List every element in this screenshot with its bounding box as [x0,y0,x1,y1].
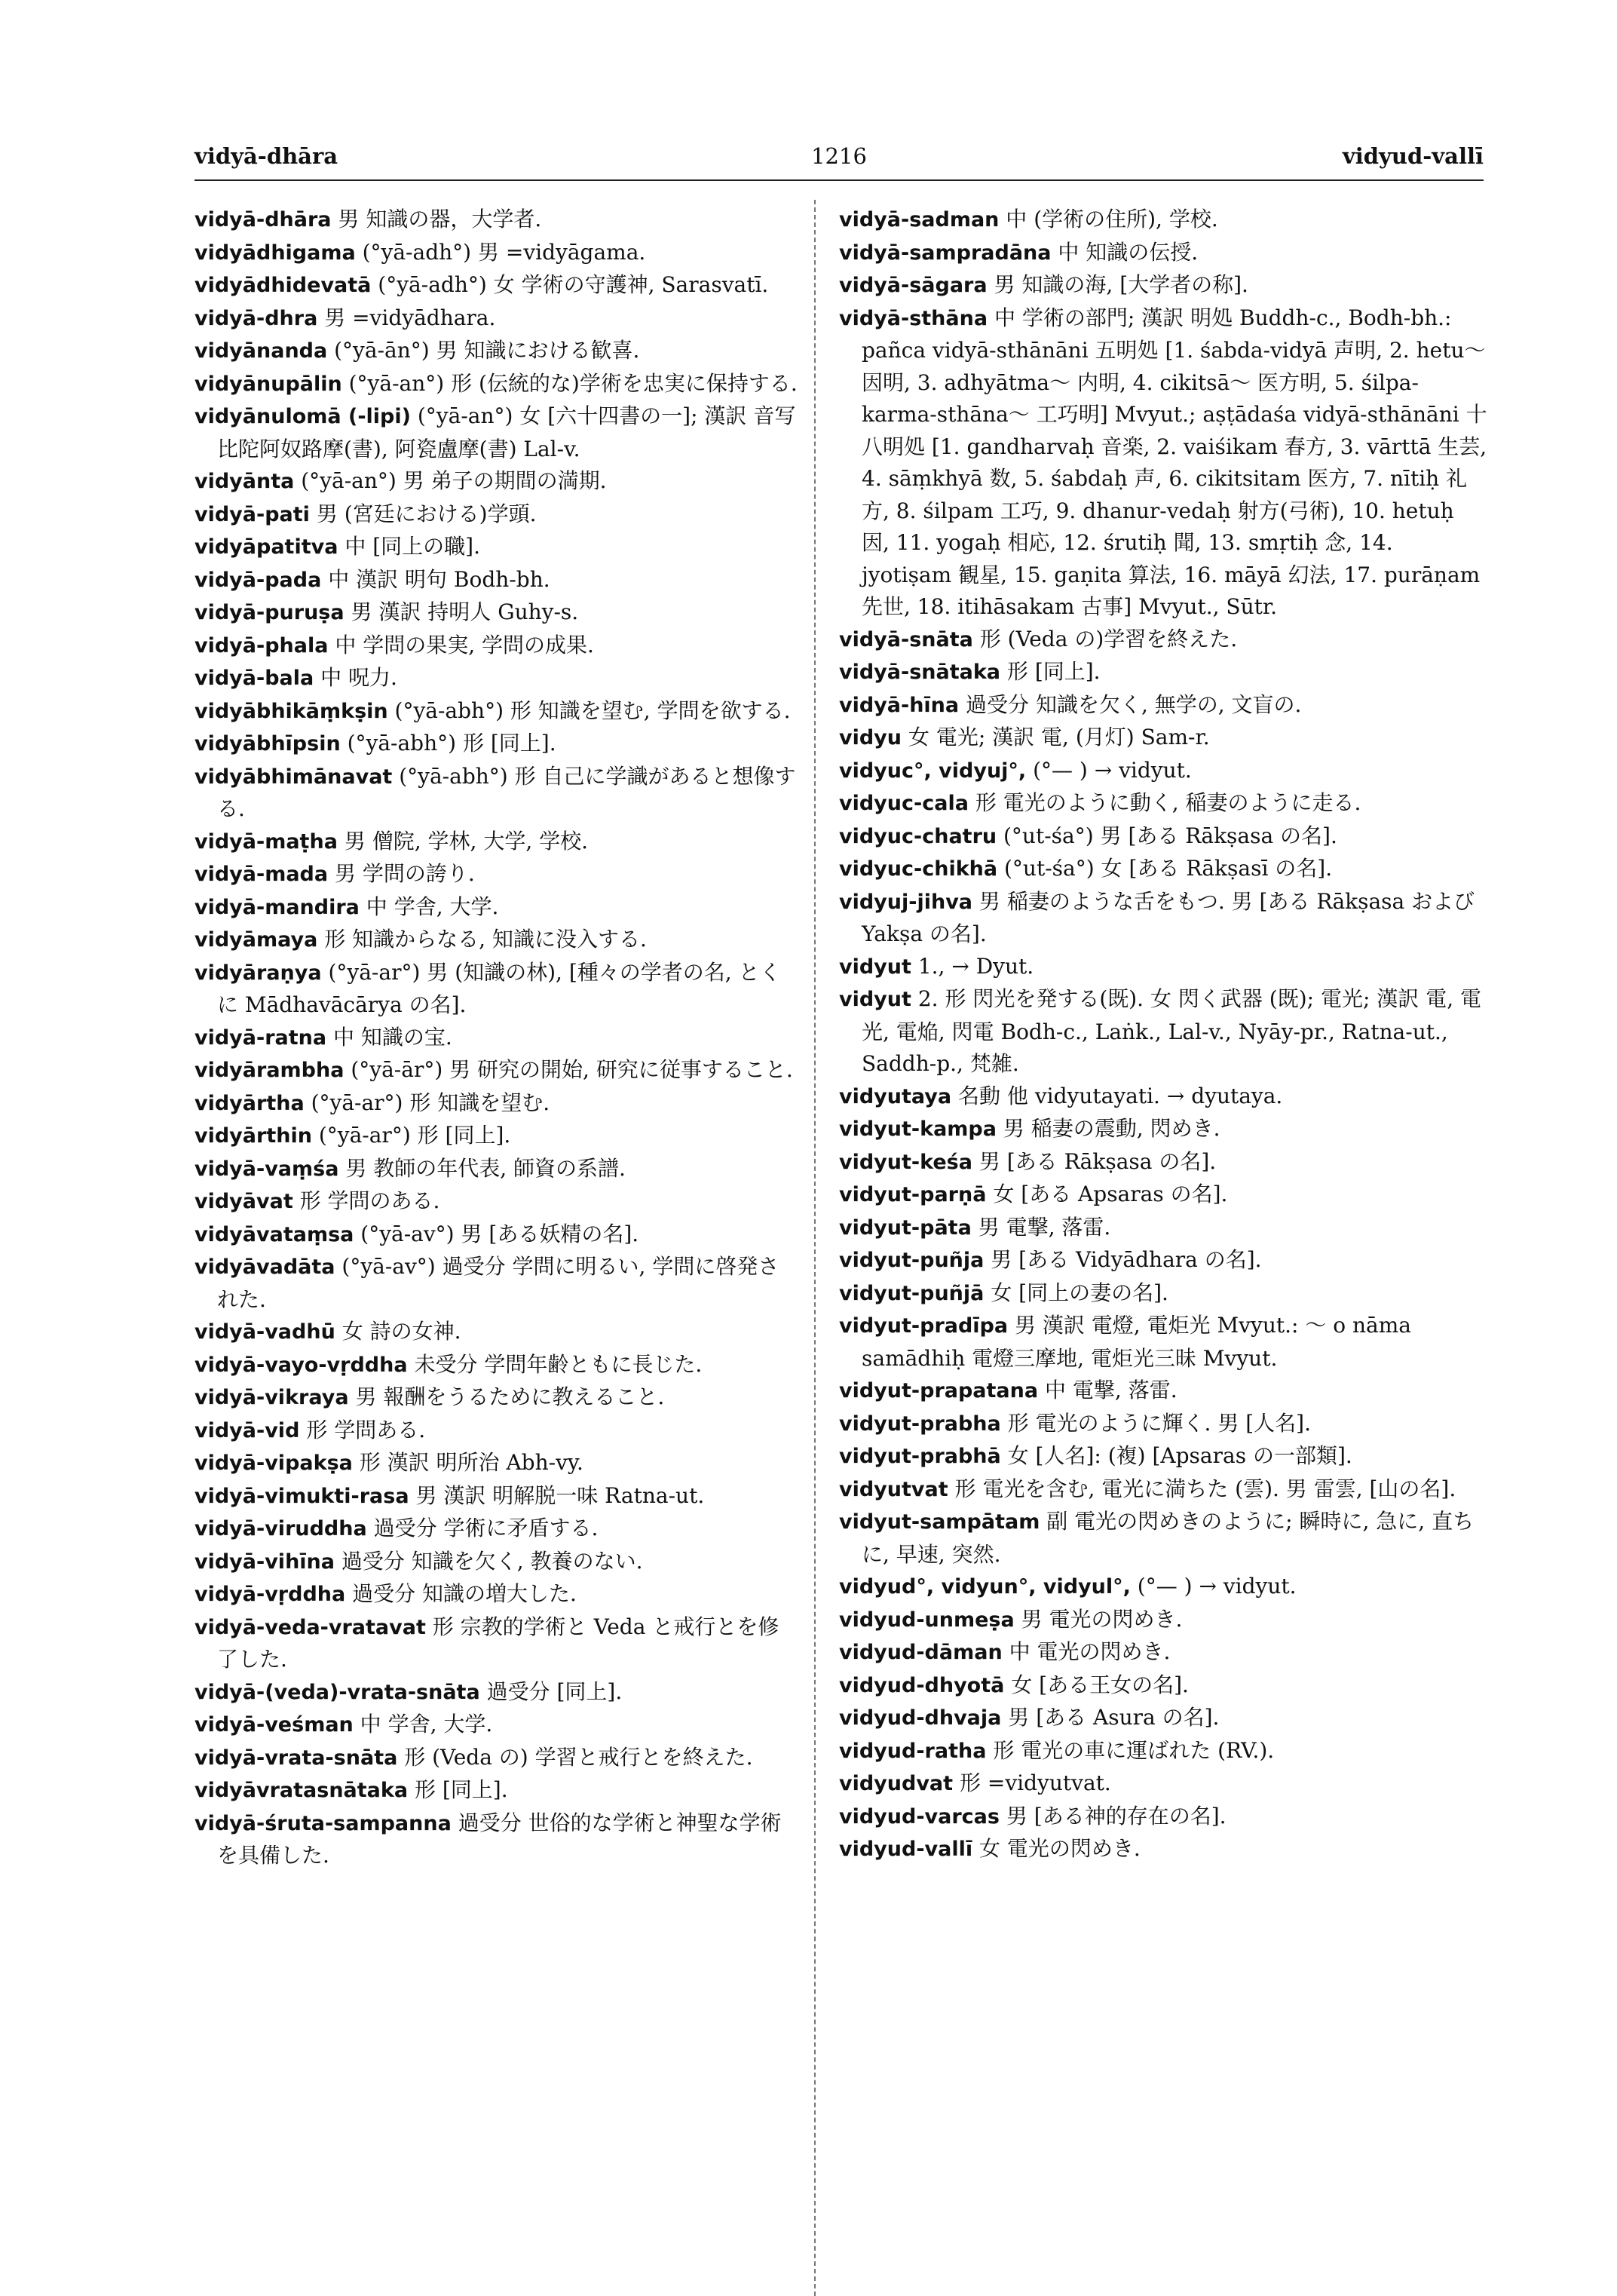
headword: vidyā-vihīna [194,1550,335,1574]
definition: 形 (Veda の) 学習と戒行とを終えた. [397,1744,753,1770]
dictionary-entry [194,957,798,1022]
headword: vidyut [839,988,911,1011]
definition: 中 [同上の職]. [338,534,480,559]
headword: vidyārtha [194,1091,305,1115]
headword: vidyābhīpsin [194,732,341,756]
header-last-entry: vidyud-vallī [1342,143,1484,169]
headword: vidyā-mandira [194,895,360,919]
right-column [839,204,1487,1866]
dictionary-entry [194,237,798,270]
dictionary-entry [839,1604,1487,1637]
definition: 男 報酬をうるために教えること. [348,1384,665,1409]
headword: vidyāmaya [194,928,318,952]
definition: (°— ) → vidyut. [1130,1574,1297,1599]
definition: (°yā-an°) 男 弟子の期間の満期. [294,468,607,493]
dictionary-entry [839,820,1487,854]
dictionary-entry [194,1415,798,1448]
dictionary-entry [839,1473,1487,1507]
headword: vidyā-viruddha [194,1517,367,1540]
definition: 中 学舎, 大学. [353,1712,493,1737]
definition: 男 漢訳 持明人 Guhy-s. [344,599,579,624]
definition: (°yā-ar°) 形 [同上]. [311,1123,511,1148]
dictionary-entry [839,624,1487,657]
dictionary-entry [194,695,798,728]
definition: (°yā-abh°) 形 [同上]. [340,731,556,756]
headword: vidyā-sthāna [839,306,988,330]
definition: 男 [ある Vidyādhara の名]. [984,1247,1262,1272]
dictionary-entry [194,1676,798,1709]
dictionary-entry [194,596,798,630]
definition: 男 [ある Rākṣasa の名]. [972,1148,1217,1174]
left-column [194,204,798,1872]
definition: 過受分 学術に矛盾する. [366,1516,599,1540]
headword: vidyāpatitva [194,535,338,559]
header-first-entry: vidyā-dhāra [194,143,338,169]
definition: 男 僧院, 学林, 大学, 学校. [337,828,589,854]
definition: 中 知識の宝. [326,1024,452,1050]
definition: 過受分 [同上]. [479,1678,623,1704]
dictionary-entry [839,1440,1487,1473]
headword: vidyā-vrata-snāta [194,1746,398,1770]
definition: (°ut-śa°) 男 [ある Rākṣasa の名]. [997,823,1337,848]
definition: 形 宗教的学術と Veda と戒行とを修了した. [217,1614,779,1672]
definition: (°yā-adh°) 女 学術の守護神, Sarasvatī. [371,272,769,297]
definition: 形 学問のある. [292,1188,440,1213]
dictionary-entry [839,886,1487,951]
dictionary-entry [839,1735,1487,1768]
definition: 男 知識の器，大学者. [331,207,542,231]
headword: vidyā-sadman [839,208,1000,231]
definition: 女 電光; 漢訳 電, (月灯) Sam-r. [902,725,1210,749]
definition: (°yā-an°) 形 (伝統的な)学術を忠実に保持する. [341,370,798,396]
headword: vidyā-mada [194,863,329,886]
dictionary-entry [839,1408,1487,1441]
headword: vidyāvratasnātaka [194,1779,409,1802]
definition: 男 電撃, 落雷. [971,1214,1111,1240]
definition: 形 学問ある. [299,1417,426,1442]
headword: vidyā-vṛddha [194,1583,346,1606]
headword: vidyā-snātaka [839,661,1001,684]
headword: vidyuc°, vidyuj°, [839,759,1027,783]
headword: vidyānupālin [194,372,342,396]
headword: vidyā-vid [194,1418,300,1442]
headword: vidyānta [194,470,295,493]
definition: (°yā-av°) 男 [ある妖精の名]. [354,1221,639,1246]
dictionary-entry [194,302,798,336]
definition: 女 [ある Apsaras の名]. [986,1182,1228,1206]
definition: 女 [同上の妻の名]. [984,1280,1168,1305]
definition: 中 学舎, 大学. [359,894,499,919]
definition: 男 [ある神的存在の名]. [999,1803,1227,1829]
definition: 中 漢訳 明句 Bodh-bh. [321,566,550,592]
headword: vidyud-ratha [839,1739,987,1763]
dictionary-entry [839,1277,1487,1310]
dictionary-entry [194,630,798,663]
headword: vidyā-veśman [194,1713,354,1737]
definition: 形 電光のように輝く. 男 [人名]. [1000,1410,1312,1436]
headword: vidyā-vaṃśa [194,1157,339,1181]
dictionary-entry [839,1244,1487,1277]
definition: (°yā-ar°) 男 (知識の林), [種々の学者の名, とくに Mādhavācārya の名]. [217,959,781,1017]
dictionary-entry [194,1251,798,1316]
headword: vidyā-puruṣa [194,601,345,624]
headword: vidyut-sampātam [839,1510,1040,1534]
definition: 形 [同上]. [408,1777,508,1802]
headword: vidyāvat [194,1190,293,1213]
dictionary-entry [194,269,798,302]
dictionary-entry [839,1833,1487,1866]
definition: (°yā-an°) 女 [六十四書の一]; 漢訳 音写 比陀阿奴路摩(書), 阿瓷盧摩(書) Lal-v. [217,403,796,461]
dictionary-entry [194,465,798,498]
headword: vidyudvat [839,1772,954,1795]
definition: 中 呪力. [314,665,397,690]
definition: 中 学術の部門; 漢訳 明処 Buddh-c., Bodh-bh.: pañca vidyā-sthānāni 五明処 [1. śabda-vidyā 声明, 2. hetu～ 因明, 3. adhyātma～ 内明, 4. cikitsā～ 医方明, 5. śilpa-karma-sthāna～ 工巧明] Mvyut.; aṣṭādaśa vidyā-sthānāni 十八明処 [1. gandharvaḥ 音楽, 2. vaiśikam 春方, 3. vārttā 生芸, 4. sāṃkhyā 数, 5. śabdaḥ 声, 6. cikitsitam 医方, 7. nītiḥ 礼方, 8. śilpam 工巧, 9. dhanur-vedaḥ 射方(弓術), 10. hetuḥ 因, 11. yogaḥ 相応, 12. śrutiḥ 聞, 13. smṛtiḥ 念, 14. jyotiṣam 観星, 15. gaṇita 算法, 16. māyā 幻法, 17. purāṇam 先世, 18. itihāsakam 古事] Mvyut., Sūtr. [862,305,1487,619]
dictionary-entry [194,1087,798,1120]
dictionary-entry [194,1381,798,1415]
dictionary-entry [839,1081,1487,1114]
definition: 女 [ある王女の名]. [1004,1672,1189,1697]
headword: vidyud-varcas [839,1804,1000,1829]
dictionary-entry [839,1702,1487,1735]
headword: vidyuc-chikhā [839,857,998,881]
headword: vidyut-keśa [839,1150,972,1174]
definition: 副 電光の閃めきのように; 瞬時に, 急に, 直ちに, 早速, 突然. [862,1509,1475,1567]
dictionary-entry [194,1022,798,1055]
headword: vidyuc-cala [839,792,969,815]
dictionary-entry [194,1447,798,1480]
dictionary-entry [194,1807,798,1872]
dictionary-entry [839,1669,1487,1703]
definition: 過受分 知識の増大した. [345,1581,577,1606]
definition: 未受分 学問年齢ともに長じた. [407,1351,703,1377]
headword: vidyā-snāta [839,627,973,651]
dictionary-entry [839,1767,1487,1801]
dictionary-entry [839,1310,1487,1375]
definition: 形 知識からなる, 知識に没入する. [317,927,647,952]
definition: 形 [同上]. [1000,659,1101,684]
dictionary-entry [194,564,798,597]
headword: vidyut-puñja [839,1249,985,1272]
headword: vidyā-vikraya [194,1386,349,1409]
headword: vidyārambha [194,1059,345,1082]
dictionary-entry [194,662,798,695]
definition: 男 (宮廷における)学頭. [309,501,537,526]
dictionary-entry [839,269,1487,302]
headword: vidyud-vallī [839,1838,973,1861]
definition: 男 稲妻の震動, 閃めき. [996,1116,1220,1141]
dictionary-entry [194,335,798,368]
headword: vidyā-vipakṣa [194,1451,353,1475]
headword: vidyā-śruta-sampanna [194,1811,452,1835]
headword: vidyud-dhvaja [839,1706,1002,1730]
headword: vidyut-prapatana [839,1379,1039,1402]
headword: vidyāvadāta [194,1255,335,1279]
definition: 女 詩の女神. [335,1319,461,1344]
headword: vidyut-kampa [839,1117,997,1141]
dictionary-entry [194,1546,798,1579]
headword: vidyābhimānavat [194,765,393,789]
headword: vidyut-puñjā [839,1281,985,1305]
headword: vidyu [839,726,902,749]
definition: 中 知識の伝授. [1051,239,1199,265]
dictionary-entry [839,787,1487,820]
dictionary-entry [194,826,798,859]
page-header [194,134,1484,179]
dictionary-entry [194,1709,798,1742]
dictionary-entry [194,1185,798,1219]
definition: 中 学問の果実, 学問の成果. [328,632,594,658]
headword: vidyā-pada [194,568,322,592]
dictionary-entry [194,1054,798,1087]
headword: vidyā-bala [194,667,314,690]
definition: 男 教師の年代表, 師資の系譜. [338,1155,626,1181]
definition: 名動 他 vidyutayati. → dyutaya. [951,1083,1283,1108]
definition: 女 [人名]: (複) [Apsaras の一部類]. [1000,1443,1352,1468]
definition: 中 電光の閃めき. [1002,1639,1171,1664]
dictionary-entry [194,1316,798,1349]
headword: vidyud-dāman [839,1641,1003,1664]
definition: 男 電光の閃めき. [1014,1606,1183,1632]
headword: vidyā-veda-vratavat [194,1615,426,1639]
headword: vidyādhigama [194,241,356,265]
headword: vidyā-vayo-vṛddha [194,1353,408,1377]
headword: vidyā-(veda)-vrata-snāta [194,1680,480,1704]
dictionary-entry [194,368,798,401]
headword: vidyut-pāta [839,1215,972,1240]
headword: vidyā-sampradāna [839,241,1052,265]
definition: (°ut-śa°) 女 [ある Rākṣasī の名]. [997,856,1333,881]
dictionary-entry [839,1636,1487,1669]
headword: vidyānanda [194,339,328,363]
dictionary-entry [194,761,798,826]
dictionary-entry [839,237,1487,270]
dictionary-entry [194,400,798,465]
definition: 形 電光の車に運ばれた (RV.). [986,1737,1275,1763]
dictionary-entry [839,853,1487,886]
definition: 過受分 世俗的な学術と神聖な学術を具備した. [217,1810,782,1868]
page-number: 1216 [811,143,867,169]
header-rule [194,179,1484,181]
headword: vidyuc-chatru [839,824,997,848]
definition: (°yā-abh°) 形 自己に学識があると想像する. [217,763,796,821]
dictionary-entry [839,1801,1487,1834]
definition: (°yā-ār°) 男 研究の開始, 研究に従事すること. [344,1057,793,1082]
definition: 男 稲妻のような舌をもつ. 男 [ある Rākṣasa および Yakṣa の名]. [862,888,1475,946]
dictionary-entry [839,1146,1487,1179]
headword: vidyāvataṃsa [194,1222,354,1246]
headword: vidyutvat [839,1477,948,1501]
definition: 過受分 知識を欠く, 教養のない. [334,1548,643,1574]
dictionary-entry [194,1120,798,1153]
headword: vidyādhidevatā [194,274,372,297]
dictionary-entry [839,302,1487,624]
definition: 形 電光のように動く, 稲妻のように走る. [968,790,1361,815]
dictionary-entry [839,204,1487,237]
dictionary-entry [194,924,798,957]
headword: vidyā-dhra [194,306,318,330]
headword: vidyut-parṇā [839,1183,987,1206]
definition: 男 漢訳 電燈, 電炬光 Mvyut.: ～ o nāma samādhiḥ 電燈三摩地, 電炬光三昧 Mvyut. [862,1313,1411,1371]
headword: vidyā-pati [194,502,310,526]
dictionary-entry [839,1506,1487,1571]
dictionary-entry [194,1774,798,1807]
headword: vidyā-hīna [839,693,960,717]
dictionary-entry [194,1349,798,1382]
definition: 男 学問の誇り. [328,861,475,886]
headword: vidyānulomā (-lipi) [194,405,411,428]
dictionary-entry [194,1578,798,1611]
definition: 過受分 知識を欠く, 無学の, 文盲の. [959,691,1302,717]
dictionary-entry [839,656,1487,689]
headword: vidyud°, vidyun°, vidyul°, [839,1575,1131,1599]
column-divider [814,200,816,2296]
dictionary-entry [194,1219,798,1252]
dictionary-entry [194,204,798,237]
definition: 男 [ある Asura の名]. [1001,1705,1220,1730]
definition: 中 電撃, 落雷. [1038,1378,1178,1402]
headword: vidyā-ratna [194,1025,327,1050]
headword: vidyā-phala [194,633,329,658]
dictionary-entry [194,1611,798,1676]
definition: (°yā-ān°) 男 知識における歓喜. [327,338,640,363]
definition: 形 電光を含む, 電光に満ちた (雲). 男 雷雲, [山の名]. [948,1476,1456,1501]
headword: vidyārthin [194,1124,312,1148]
definition: 女 電光の閃めき. [972,1836,1141,1861]
dictionary-entry [839,689,1487,722]
headword: vidyāraṇya [194,961,322,985]
headword: vidyā-maṭha [194,829,338,854]
dictionary-entry [194,1153,798,1186]
headword: vidyā-dhāra [194,208,332,231]
headword: vidyā-vadhū [194,1320,335,1344]
headword: vidyābhikāṃkṣin [194,699,388,723]
dictionary-entry [839,1113,1487,1146]
definition: 男 漢訳 明解脱一味 Ratna-ut. [409,1482,705,1508]
headword: vidyud-unmeṣa [839,1608,1015,1632]
definition: (°yā-av°) 過受分 学問に明るい, 学問に啓発された. [217,1254,779,1312]
definition: (°yā-abh°) 形 知識を望む, 学問を欲する. [387,697,791,723]
headword: vidyut-pradīpa [839,1314,1009,1338]
headword: vidyut-prabhā [839,1445,1001,1468]
definition: 男 知識の海, [大学者の称]. [987,272,1248,297]
dictionary-entry [194,498,798,532]
definition: (°yā-ar°) 形 知識を望む. [304,1090,550,1115]
dictionary-entry [194,891,798,924]
definition: 形 (Veda の)学習を終えた. [972,626,1238,651]
headword: vidyā-sāgara [839,274,988,297]
headword: vidyut-prabha [839,1412,1001,1436]
definition: 形 漢訳 明所治 Abh-vy. [352,1450,583,1475]
definition: 中 (学術の住所), 学校. [999,207,1218,231]
dictionary-entry [194,1480,798,1513]
dictionary-entry [839,951,1487,984]
dictionary-entry [839,755,1487,788]
dictionary-entry [839,722,1487,755]
dictionary-entry [194,728,798,761]
definition: 1., → Dyut. [911,953,1034,979]
definition: 男 =vidyādhara. [317,305,496,330]
dictionary-entry [839,983,1487,1081]
headword: vidyud-dhyotā [839,1673,1005,1697]
headword: vidyuj-jihva [839,890,973,914]
definition: (°yā-adh°) 男 =vidyāgama. [355,239,646,265]
dictionary-entry [839,1375,1487,1408]
dictionary-entry [194,858,798,891]
definition: 形 =vidyutvat. [953,1770,1111,1795]
dictionary-entry [839,1212,1487,1245]
dictionary-entry [194,531,798,564]
headword: vidyā-vimukti-rasa [194,1484,409,1508]
dictionary-entry [194,1742,798,1775]
dictionary-entry [839,1179,1487,1212]
dictionary-entry [839,1571,1487,1604]
headword: vidyutaya [839,1084,952,1108]
dictionary-entry [194,1513,798,1546]
headword: vidyut [839,955,911,979]
definition: 2. 形 閃光を発する(既). 女 閃く武器 (既); 電光; 漢訳 電, 電光, 電焔, 閃電 Bodh-c., Laṅk., Lal-v., Nyāy-pr., Ratna-ut., Saddh-p., 梵雑. [862,986,1482,1076]
definition: (°— ) → vidyut. [1026,757,1192,783]
